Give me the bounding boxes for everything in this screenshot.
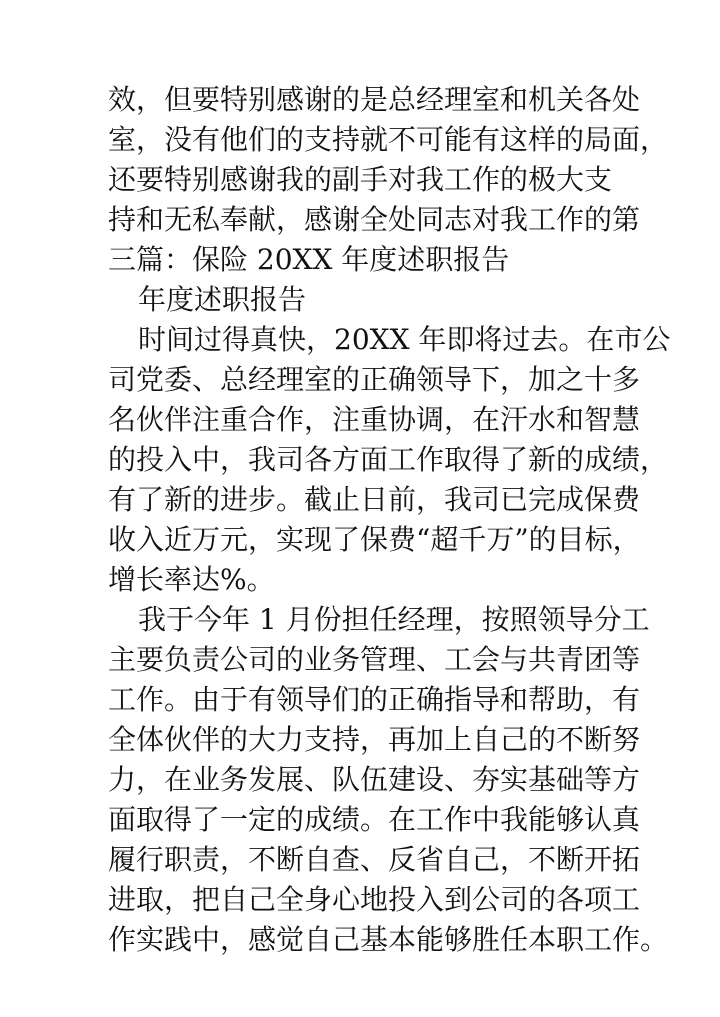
paragraph-2-line: 作实践中，感觉自己基本能够胜任本职工作。	[108, 923, 669, 956]
paragraph-2-line: 我于今年 1 月份担任经理，按照领导分工	[138, 603, 650, 636]
paragraph-2-line: 工作。由于有领导们的正确指导和帮助，有	[108, 683, 641, 716]
paragraph-2-line: 履行职责，不断自查、反省自己，不断开拓	[108, 843, 641, 876]
paragraph-1-line: 的投入中，我司各方面工作取得了新的成绩，	[108, 443, 669, 476]
paragraph-2-line: 面取得了一定的成绩。在工作中我能够认真	[108, 803, 641, 836]
paragraph-1-line: 收入近万元，实现了保费“超千万”的目标，	[108, 523, 641, 556]
text-line: 效，但要特别感谢的是总经理室和机关各处	[108, 83, 641, 116]
paragraph-2-line: 主要负责公司的业务管理、工会与共青团等	[108, 643, 641, 676]
text-line: 还要特别感谢我的副手对我工作的极大支	[108, 163, 613, 196]
paragraph-1-line: 时间过得真快，20XX 年即将过去。在市公	[138, 323, 671, 356]
document-body	[108, 80, 671, 960]
paragraph-1-line: 名伙伴注重合作，注重协调，在汗水和智慧	[108, 403, 641, 436]
text-line: 室，没有他们的支持就不可能有这样的局面，	[108, 123, 669, 156]
report-title: 年度述职报告	[138, 283, 307, 316]
paragraph-1-line: 有了新的进步。截止日前，我司已完成保费	[108, 483, 641, 516]
section-heading-line: 三篇：保险 20XX 年度述职报告	[108, 243, 510, 276]
paragraph-2-line: 全体伙伴的大力支持，再加上自己的不断努	[108, 723, 641, 756]
paragraph-1-line: 司党委、总经理室的正确领导下，加之十多	[108, 363, 641, 396]
paragraph-2-line: 力，在业务发展、队伍建设、夯实基础等方	[108, 763, 641, 796]
text-line: 持和无私奉献，感谢全处同志对我工作的第	[108, 203, 641, 236]
paragraph-1-line: 增长率达%。	[108, 563, 275, 596]
paragraph-2-line: 进取，把自己全身心地投入到公司的各项工	[108, 883, 641, 916]
